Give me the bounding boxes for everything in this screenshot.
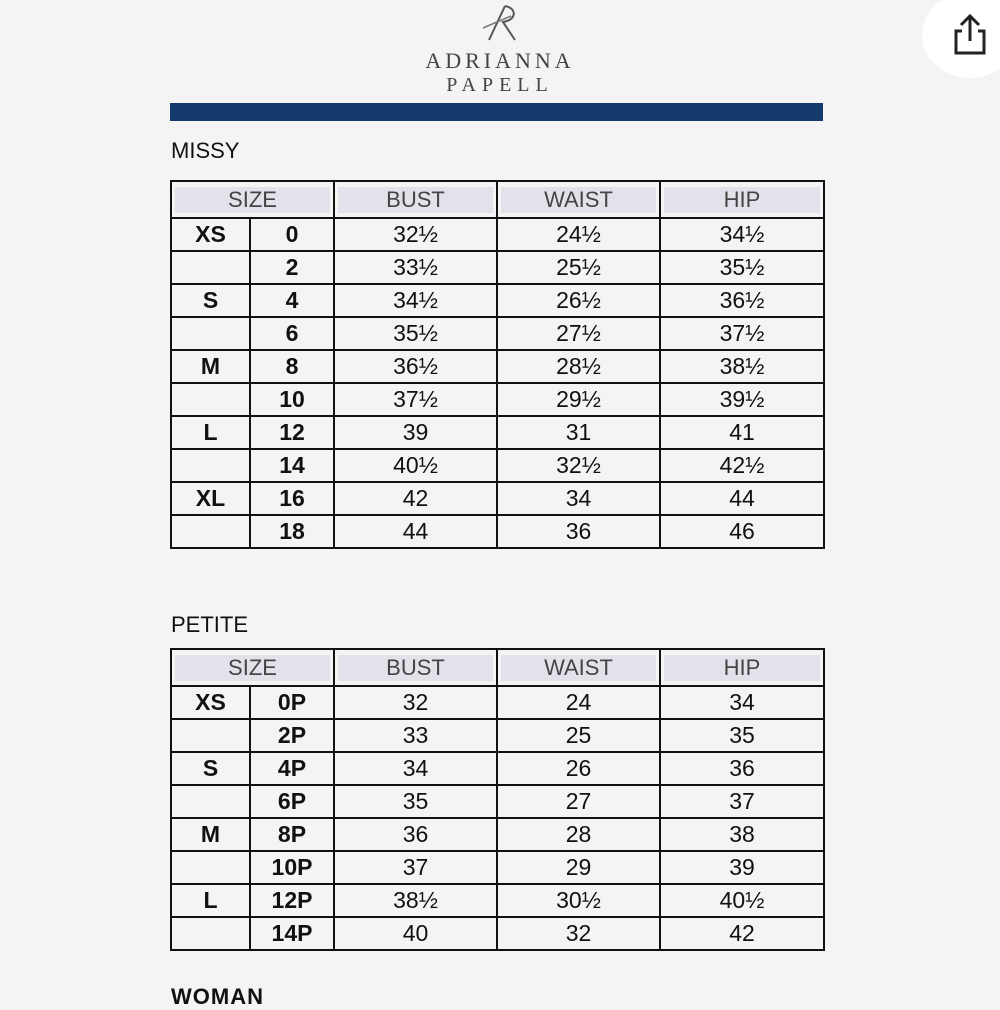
hip-cell: 39½ bbox=[660, 383, 824, 416]
waist-cell: 30½ bbox=[497, 884, 660, 917]
waist-cell: 32½ bbox=[497, 449, 660, 482]
table-row bbox=[171, 416, 824, 449]
size-number-cell: 10 bbox=[250, 383, 334, 416]
waist-cell: 31 bbox=[497, 416, 660, 449]
waist-cell: 34 bbox=[497, 482, 660, 515]
table-row bbox=[171, 851, 824, 884]
size-number-cell: 12 bbox=[250, 416, 334, 449]
table-row bbox=[171, 719, 824, 752]
brand-name-line1: ADRIANNA bbox=[425, 48, 575, 73]
table-row bbox=[171, 218, 824, 251]
size-number-cell: 12P bbox=[250, 884, 334, 917]
hip-cell: 42 bbox=[660, 917, 824, 950]
hip-cell: 36 bbox=[660, 752, 824, 785]
size-number-cell: 4P bbox=[250, 752, 334, 785]
table-row bbox=[171, 350, 824, 383]
size-number-cell: 6P bbox=[250, 785, 334, 818]
size-letter-cell: S bbox=[171, 752, 250, 785]
bust-cell: 39 bbox=[334, 416, 497, 449]
waist-cell: 27½ bbox=[497, 317, 660, 350]
size-number-cell: 14P bbox=[250, 917, 334, 950]
waist-cell: 36 bbox=[497, 515, 660, 548]
size-letter-cell: S bbox=[171, 284, 250, 317]
waist-cell: 26½ bbox=[497, 284, 660, 317]
share-button[interactable] bbox=[922, 0, 1000, 78]
hip-cell: 34½ bbox=[660, 218, 824, 251]
table-row bbox=[171, 884, 824, 917]
hip-cell: 36½ bbox=[660, 284, 824, 317]
hip-cell: 40½ bbox=[660, 884, 824, 917]
column-header-waist: WAIST bbox=[497, 649, 660, 686]
table-row bbox=[171, 818, 824, 851]
column-header-bust: BUST bbox=[334, 181, 497, 218]
waist-cell: 24½ bbox=[497, 218, 660, 251]
size-letter-cell bbox=[171, 719, 250, 752]
waist-cell: 24 bbox=[497, 686, 660, 719]
size-number-cell: 8P bbox=[250, 818, 334, 851]
hip-cell: 39 bbox=[660, 851, 824, 884]
table-row bbox=[171, 449, 824, 482]
column-header-hip: HIP bbox=[660, 649, 824, 686]
bust-cell: 36 bbox=[334, 818, 497, 851]
bust-cell: 32½ bbox=[334, 218, 497, 251]
table-row bbox=[171, 383, 824, 416]
table-header-row bbox=[171, 649, 824, 686]
bust-cell: 35 bbox=[334, 785, 497, 818]
size-number-cell: 10P bbox=[250, 851, 334, 884]
size-letter-cell bbox=[171, 917, 250, 950]
size-number-cell: 0 bbox=[250, 218, 334, 251]
bust-cell: 34½ bbox=[334, 284, 497, 317]
column-header-size: SIZE bbox=[171, 181, 334, 218]
bust-cell: 32 bbox=[334, 686, 497, 719]
table-header-row bbox=[171, 181, 824, 218]
size-letter-cell: M bbox=[171, 818, 250, 851]
table-row bbox=[171, 284, 824, 317]
bust-cell: 40½ bbox=[334, 449, 497, 482]
column-header-bust: BUST bbox=[334, 649, 497, 686]
table-row bbox=[171, 686, 824, 719]
bust-cell: 42 bbox=[334, 482, 497, 515]
section-title-petite: PETITE bbox=[171, 612, 249, 637]
size-letter-cell: XL bbox=[171, 482, 250, 515]
size-letter-cell: L bbox=[171, 884, 250, 917]
size-number-cell: 18 bbox=[250, 515, 334, 548]
petite-size-table bbox=[170, 648, 825, 951]
table-row bbox=[171, 482, 824, 515]
waist-cell: 27 bbox=[497, 785, 660, 818]
table-row bbox=[171, 917, 824, 950]
bust-cell: 44 bbox=[334, 515, 497, 548]
bust-cell: 40 bbox=[334, 917, 497, 950]
hip-cell: 46 bbox=[660, 515, 824, 548]
table-row bbox=[171, 317, 824, 350]
bust-cell: 37 bbox=[334, 851, 497, 884]
waist-cell: 32 bbox=[497, 917, 660, 950]
waist-cell: 29½ bbox=[497, 383, 660, 416]
brand-logo bbox=[400, 0, 600, 100]
table-row bbox=[171, 515, 824, 548]
size-letter-cell bbox=[171, 317, 250, 350]
size-number-cell: 0P bbox=[250, 686, 334, 719]
table-row bbox=[171, 251, 824, 284]
hip-cell: 38 bbox=[660, 818, 824, 851]
size-letter-cell bbox=[171, 251, 250, 284]
size-letter-cell bbox=[171, 449, 250, 482]
size-number-cell: 8 bbox=[250, 350, 334, 383]
size-letter-cell bbox=[171, 785, 250, 818]
size-letter-cell: L bbox=[171, 416, 250, 449]
hip-cell: 37 bbox=[660, 785, 824, 818]
size-letter-cell: XS bbox=[171, 218, 250, 251]
waist-cell: 25½ bbox=[497, 251, 660, 284]
table-row bbox=[171, 785, 824, 818]
size-letter-cell bbox=[171, 383, 250, 416]
waist-cell: 25 bbox=[497, 719, 660, 752]
bust-cell: 33 bbox=[334, 719, 497, 752]
size-number-cell: 2 bbox=[250, 251, 334, 284]
size-number-cell: 14 bbox=[250, 449, 334, 482]
hip-cell: 38½ bbox=[660, 350, 824, 383]
hip-cell: 34 bbox=[660, 686, 824, 719]
hip-cell: 41 bbox=[660, 416, 824, 449]
waist-cell: 29 bbox=[497, 851, 660, 884]
section-title-woman: WOMAN bbox=[171, 984, 264, 1009]
size-number-cell: 6 bbox=[250, 317, 334, 350]
section-title-missy: MISSY bbox=[171, 138, 240, 163]
hip-cell: 44 bbox=[660, 482, 824, 515]
column-header-size: SIZE bbox=[171, 649, 334, 686]
hip-cell: 35½ bbox=[660, 251, 824, 284]
column-header-waist: WAIST bbox=[497, 181, 660, 218]
hip-cell: 42½ bbox=[660, 449, 824, 482]
missy-size-table bbox=[170, 180, 825, 549]
bust-cell: 33½ bbox=[334, 251, 497, 284]
bust-cell: 38½ bbox=[334, 884, 497, 917]
size-number-cell: 2P bbox=[250, 719, 334, 752]
size-letter-cell bbox=[171, 851, 250, 884]
size-letter-cell: M bbox=[171, 350, 250, 383]
size-number-cell: 4 bbox=[250, 284, 334, 317]
table-row bbox=[171, 752, 824, 785]
waist-cell: 26 bbox=[497, 752, 660, 785]
brand-name-line2: PAPELL bbox=[446, 74, 554, 96]
hip-cell: 37½ bbox=[660, 317, 824, 350]
size-letter-cell bbox=[171, 515, 250, 548]
brand-divider-bar bbox=[170, 103, 823, 121]
column-header-hip: HIP bbox=[660, 181, 824, 218]
size-number-cell: 16 bbox=[250, 482, 334, 515]
share-icon bbox=[950, 13, 990, 57]
bust-cell: 36½ bbox=[334, 350, 497, 383]
waist-cell: 28½ bbox=[497, 350, 660, 383]
waist-cell: 28 bbox=[497, 818, 660, 851]
bust-cell: 37½ bbox=[334, 383, 497, 416]
bust-cell: 35½ bbox=[334, 317, 497, 350]
hip-cell: 35 bbox=[660, 719, 824, 752]
bust-cell: 34 bbox=[334, 752, 497, 785]
size-letter-cell: XS bbox=[171, 686, 250, 719]
